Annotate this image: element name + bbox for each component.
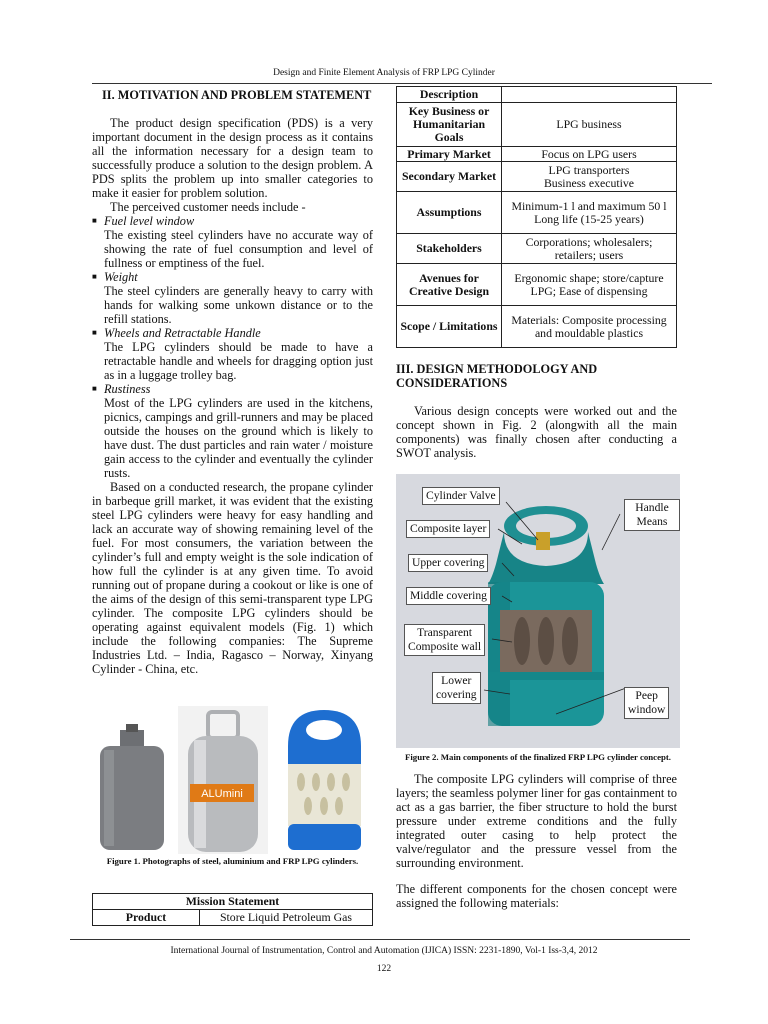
label-cylinder-valve: Cylinder Valve [422, 487, 500, 505]
bullet-icon: ■ [92, 328, 97, 337]
bullet-icon: ■ [92, 216, 97, 225]
list-item [92, 270, 373, 284]
mission-value: Store Liquid Petroleum Gas [200, 910, 373, 926]
need-text: The steel cylinders are generally heavy to carry with hands for walking some unkown distance or to the refill stations. [104, 284, 373, 326]
table-cell-value: Focus on LPG users [502, 147, 677, 162]
label-middle-covering: Middle covering [406, 587, 491, 605]
table-cell-value: Corporations; wholesalers; retailers; users [502, 234, 677, 264]
paragraph: Based on a conducted research, the propane cylinder in barbeque grill market, it was evident that the existing steel LPG cylinders were heavy for easy handling and lack an accurate way of showing remaining level of the fuel. For most consumers, the variation between the cylinder’s full and empty weight is the sole indication of how full the cylinder is at any given time. To avoid running out of propane during a cookout or like is one of the aims of the design of this semi-transparent type LPG cylinder. The composite LPG cylinders should be operating against equivalent models (Fig. 1) which include the following companies: The Supreme Industries Ltd. – India, Ragasco – Norway, Xinyang Cylinder - China, etc. [92, 480, 373, 676]
paragraph: The different components for the chosen concept were assigned the following materials: [396, 882, 677, 910]
paragraph: The product design specification (PDS) is a very important document in the design process as it contains all the information necessary for a design team to successfully produce a solution to the design problem. A PDS splits the problem up into smaller categories to make it easier for problem solution. [92, 116, 373, 200]
running-title: Design and Finite Element Analysis of FRP LPG Cylinder [273, 68, 495, 78]
table-cell-label: Avenues for Creative Design [397, 264, 502, 306]
table-cell-value: LPG transporters Business executive [502, 162, 677, 192]
aluminium-brand-text: ALUmini [201, 788, 243, 800]
label-lower-covering: Lower covering [432, 672, 481, 704]
need-text: Most of the LPG cylinders are used in the kitchens, picnics, campings and grill-runners and may be placed outside the houses on the ground which is likely to have dust. The dust particles and rain water / moisture gain access to the cylinder and eventually the cylinder rusts. [104, 396, 373, 480]
mission-table [92, 893, 373, 926]
figure-2 [396, 474, 680, 748]
paragraph: Various design concepts were worked out and the concept shown in Fig. 2 (alongwith all the main components) was finally chosen after conducting a SWOT analysis. [396, 404, 677, 460]
table-cell-value: Materials: Composite processing and mouldable plastics [502, 306, 677, 348]
table-cell-label: Primary Market [397, 147, 502, 162]
table-cell-label: Description [397, 87, 502, 103]
label-upper-covering: Upper covering [408, 554, 488, 572]
label-peep-window: Peep window [624, 687, 669, 719]
list-item [92, 326, 373, 340]
need-title: Weight [104, 270, 138, 284]
need-text: The LPG cylinders should be made to have a retractable handle and wheels for dragging option just as in a luggage trolley bag. [104, 340, 373, 382]
pds-table [396, 86, 677, 348]
need-text: The existing steel cylinders have no accurate way of showing the rate of fuel consumption and level of fullness or emptiness of the fuel. [104, 228, 373, 270]
need-title: Wheels and Retractable Handle [104, 326, 261, 340]
table-cell-value: Minimum-1 l and maximum 50 l Long life (15-25 years) [502, 192, 677, 234]
left-column [92, 88, 373, 676]
paragraph: The perceived customer needs include - [110, 200, 306, 214]
table-cell-value [502, 87, 677, 103]
page-number: 122 [376, 964, 392, 974]
table-cell-label: Key Business or Humanitarian Goals [397, 103, 502, 147]
table-cell-value: Ergonomic shape; store/capture LPG; Ease of dispensing [502, 264, 677, 306]
aluminium-cylinder-photo [178, 706, 268, 854]
section-2-title: II. MOTIVATION AND PROBLEM STATEMENT [102, 88, 372, 102]
table-cell-label: Secondary Market [397, 162, 502, 192]
figure-2-caption: Figure 2. Main components of the finalized FRP LPG cylinder concept. [404, 752, 671, 762]
table-cell-label: Stakeholders [397, 234, 502, 264]
label-composite-layer: Composite layer [406, 520, 490, 538]
bullet-icon: ■ [92, 272, 97, 281]
right-column-lower-text [396, 772, 677, 910]
footer-rule [70, 939, 690, 940]
table-cell-label: Scope / Limitations [397, 306, 502, 348]
figure-1-caption: Figure 1. Photographs of steel, aluminium and FRP LPG cylinders. [106, 856, 359, 866]
header-rule [92, 83, 712, 84]
mission-header: Mission Statement [93, 894, 373, 910]
need-title: Rustiness [104, 382, 151, 396]
section-3-title: III. DESIGN METHODOLOGY AND CONSIDERATIONS [396, 362, 598, 390]
table-cell-value: LPG business [502, 103, 677, 147]
list-item [92, 382, 373, 396]
list-item [92, 214, 373, 228]
journal-footer: International Journal of Instrumentation, Control and Automation (IJICA) ISSN: 2231-1890, Vol-1 Iss-3,4, 2012 [170, 946, 598, 956]
table-cell-label: Assumptions [397, 192, 502, 234]
label-transparent-wall: Transparent Composite wall [404, 624, 485, 656]
right-column-text [396, 362, 677, 460]
frp-cylinder-photo [276, 706, 373, 854]
need-title: Fuel level window [104, 214, 195, 228]
label-handle-means: Handle Means [624, 499, 680, 531]
steel-cylinder-photo [92, 706, 172, 854]
paragraph: The composite LPG cylinders will comprise of three layers; the seamless polymer liner for gas containment to act as a gas barrier, the fiber structure to hold the burst pressure under extreme conditions and the fully integrated outer casing to help protect the valve/regulator and the pressure vessel from the surrounding environment. [396, 772, 677, 870]
mission-label: Product [93, 910, 200, 926]
figure-1 [92, 706, 373, 854]
bullet-icon: ■ [92, 384, 97, 393]
